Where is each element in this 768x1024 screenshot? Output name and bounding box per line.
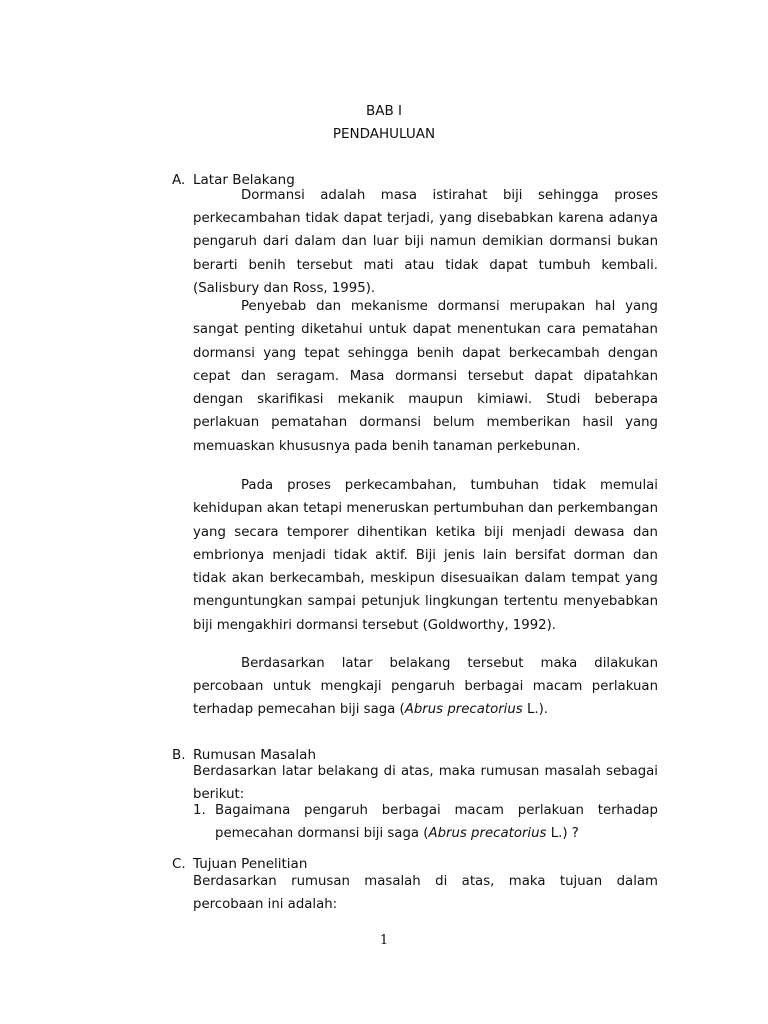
section-b-letter: B. <box>172 747 186 763</box>
chapter-title: PENDAHULUAN <box>332 126 436 142</box>
section-c-letter: C. <box>172 856 186 872</box>
section-c-title: Tujuan Penelitian <box>193 856 308 872</box>
p4-text-start: Berdasarkan latar belakang tersebut maka dilakukan percobaan untuk mengkaji pengaruh berbagai macam perlakuan terhadap pemecahan biji saga ( <box>193 656 658 718</box>
item-text-end: L.) ? <box>546 826 579 842</box>
section-a-title: Latar Belakang <box>193 172 295 188</box>
paragraph-background-conclusion <box>193 652 658 722</box>
species-name: Abrus precatorius <box>428 826 547 842</box>
item-text-start: Bagaimana pengaruh berbagai macam perlakuan terhadap pemecahan dormansi biji saga ( <box>215 803 658 842</box>
paragraph-objective-intro: Berdasarkan rumusan masalah di atas, maka tujuan dalam percobaan ini adalah: <box>193 874 658 913</box>
section-b-title: Rumusan Masalah <box>193 747 316 763</box>
list-item-number: 1. <box>193 803 206 818</box>
paragraph-dormansi-mechanism: Penyebab dan mekanisme dormansi merupakan hal yang sangat penting diketahui untuk dapat menentukan cara pematahan dormansi yang tepat sehingga benih dapat berkecambah dengan cepat dan seragam. Masa dormansi tersebut dapat dipatahkan dengan skarifikasi mekanik maupun kimiawi. Studi beberapa perlakuan pematahan dormansi belum memberikan hasil yang memuaskan khususnya pada benih tanaman perkebunan. <box>193 299 658 454</box>
species-name: Abrus precatorius <box>404 702 523 718</box>
list-item <box>193 799 658 846</box>
list-item-text <box>215 799 658 846</box>
p4-text-end: L.). <box>522 702 549 718</box>
paragraph-dormansi-definition: Dormansi adalah masa istirahat biji sehingga proses perkecambahan tidak dapat terjadi, yang disebabkan karena adanya pengaruh dari dalam dan luar biji namun demikian dormansi bukan berarti benih tersebut mati atau tidak dapat tumbuh kembali. (Salisbury dan Ross, 1995). <box>193 188 658 296</box>
paragraph-germination: Pada proses perkecambahan, tumbuhan tidak memulai kehidupan akan tetapi meneruskan pertumbuhan dan perkembangan yang secara temporer dihentikan ketika biji menjadi dewasa dan embrionya menjadi tidak aktif. Biji jenis lain bersifat dorman dan tidak akan berkecambah, meskipun disesuaikan dalam tempat yang menguntungkan sampai petunjuk lingkungan tertentu menyebabkan biji mengakhiri dormansi tersebut (Goldworthy, 1992). <box>193 478 658 633</box>
page-number: 1 <box>379 933 389 948</box>
section-a-letter: A. <box>172 172 186 188</box>
paragraph-problem-intro: Berdasarkan latar belakang di atas, maka rumusan masalah sebagai berikut: <box>193 764 658 803</box>
chapter-label: BAB I <box>365 103 403 119</box>
